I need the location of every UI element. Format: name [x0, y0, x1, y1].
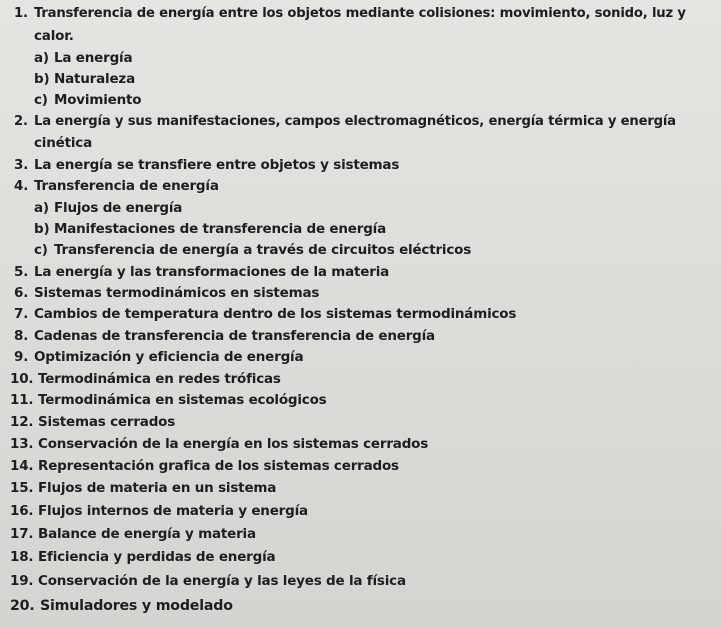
item-number: 10. [10, 371, 34, 387]
list-item-12 [10, 414, 175, 430]
list-item-6 [14, 285, 319, 301]
list-item-3 [14, 157, 399, 173]
item-text: Flujos internos de materia y energía [38, 503, 308, 519]
item-text: Sistemas termodinámicos en sistemas [34, 285, 320, 301]
list-item-1-cont [34, 28, 74, 44]
list-item-1b [34, 71, 135, 87]
item-number: 6. [14, 285, 29, 301]
item-text: Manifestaciones de transferencia de energía [54, 221, 386, 237]
item-text: Transferencia de energía [34, 178, 219, 194]
item-text: Conservación de la energía y las leyes de la física [38, 573, 406, 589]
list-item-4 [14, 178, 219, 194]
list-item-1 [14, 6, 686, 22]
item-text: Cambios de temperatura dentro de los sistemas termodinámicos [34, 306, 517, 322]
list-item-13 [10, 436, 428, 452]
item-text: La energía y las transformaciones de la materia [34, 264, 390, 280]
list-item-16 [10, 503, 308, 519]
item-number: 15. [10, 480, 34, 496]
list-item-20 [10, 598, 233, 614]
item-text: Optimización y eficiencia de energía [34, 349, 304, 365]
item-letter: c) [34, 242, 48, 258]
item-text: Transferencia de energía entre los objetos mediante colisiones: movimiento, sonido, luz y [34, 6, 686, 21]
item-number: 2. [14, 114, 28, 129]
item-letter: b) [34, 221, 50, 237]
list-item-7 [14, 306, 516, 322]
item-number: 1. [14, 6, 28, 21]
list-item-14 [10, 458, 399, 474]
item-number: 13. [10, 436, 34, 452]
item-number: 14. [10, 458, 34, 474]
list-item-18 [10, 549, 275, 565]
item-number: 20. [10, 598, 35, 614]
list-item-9 [14, 349, 303, 365]
list-item-11 [10, 392, 327, 408]
item-text: Simuladores y modelado [40, 598, 233, 614]
item-number: 3. [14, 157, 29, 173]
list-item-8 [14, 328, 435, 344]
list-item-2 [14, 114, 676, 130]
list-item-4b [34, 221, 386, 237]
item-letter: b) [34, 71, 50, 87]
item-text: Representación grafica de los sistemas cerrados [38, 458, 399, 474]
item-text: Flujos de materia en un sistema [38, 480, 277, 496]
item-number: 12. [10, 414, 34, 430]
item-text: Balance de energía y materia [38, 526, 256, 542]
list-item-10 [10, 371, 281, 387]
list-item-4a [34, 200, 182, 216]
item-text: La energía y sus manifestaciones, campos electromagnéticos, energía térmica y energía [34, 114, 676, 129]
list-item-5 [14, 264, 389, 280]
item-number: 7. [14, 306, 29, 322]
item-number: 5. [14, 264, 29, 280]
item-text: Termodinámica en sistemas ecológicos [38, 392, 327, 408]
list-item-1c [34, 92, 141, 108]
item-letter: a) [34, 50, 49, 66]
item-number: 16. [10, 503, 34, 519]
item-text: La energía [54, 50, 133, 66]
item-text: Cadenas de transferencia de transferencia de energía [34, 328, 435, 344]
item-number: 9. [14, 349, 29, 365]
item-text: Naturaleza [54, 71, 135, 87]
list-item-17 [10, 526, 256, 542]
item-text: Transferencia de energía a través de circuitos eléctricos [54, 242, 472, 258]
list-item-1a [34, 50, 132, 66]
item-number: 4. [14, 178, 29, 194]
item-text: Flujos de energía [54, 200, 183, 216]
item-text: Movimiento [54, 92, 142, 108]
item-letter: c) [34, 92, 48, 108]
list-item-15 [10, 480, 276, 496]
item-text: Conservación de la energía en los sistemas cerrados [38, 436, 429, 452]
list-item-2-cont [34, 135, 92, 151]
item-letter: a) [34, 200, 49, 216]
item-number: 19. [10, 573, 34, 589]
item-number: 17. [10, 526, 34, 542]
item-text: cinética [34, 135, 92, 151]
item-number: 8. [14, 328, 29, 344]
item-text: calor. [34, 28, 74, 44]
item-text: Eficiencia y perdidas de energía [38, 549, 276, 565]
item-number: 11. [10, 392, 34, 408]
item-number: 18. [10, 549, 34, 565]
item-text: La energía se transfiere entre objetos y sistemas [34, 157, 400, 173]
item-text: Termodinámica en redes tróficas [38, 371, 281, 387]
list-item-4c [34, 242, 471, 258]
item-text: Sistemas cerrados [38, 414, 176, 430]
list-item-19 [10, 573, 406, 589]
